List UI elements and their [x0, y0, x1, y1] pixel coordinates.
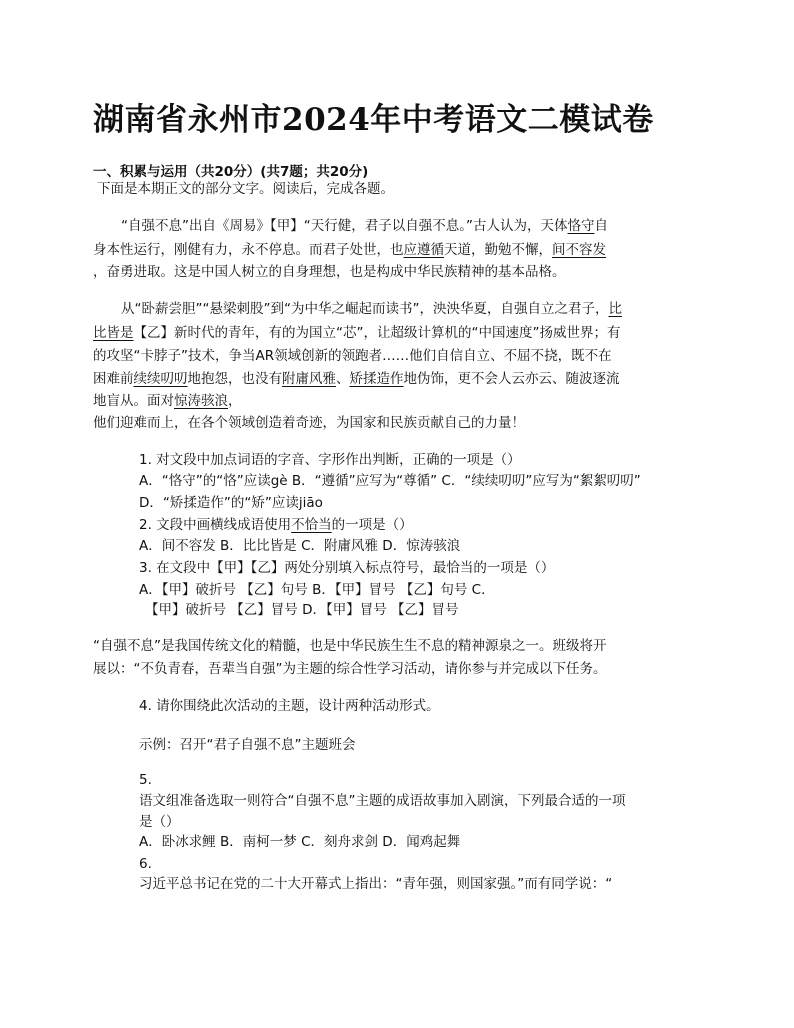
underlined-idiom: 附庸风雅	[282, 371, 336, 387]
text-span: 身本性运行，刚健有力，永不停息。而君子处世，也	[93, 242, 404, 258]
passage1-line-1	[121, 217, 608, 235]
question-6-line-1: 习近平总书记在党的二十大开幕式上指出：“青年强，则国家强。”而有同学说：“	[139, 876, 613, 892]
question-5-line-2: 是（）	[139, 814, 180, 830]
question-4-example: 示例：召开“君子自强不息”主题班会	[139, 737, 356, 753]
passage2-line-5	[93, 392, 242, 410]
question-1: 1. 对文段中加点词语的字音、字形作出判断，正确的一项是（）	[139, 452, 521, 468]
text-span: 的一项是（）	[331, 517, 413, 533]
passage2-line-2	[93, 324, 620, 342]
text-span: 【乙】新时代的青年，有的为国立“芯”，让超级计算机的“中国速度”扬威世界；有	[133, 325, 621, 341]
question-2	[139, 516, 413, 534]
text-span: 2. 文段中画横线成语使用	[139, 517, 292, 533]
underlined-word: 应遵循	[403, 242, 444, 258]
question-4: 4. 请你围绕此次活动的主题，设计两种活动形式。	[139, 698, 440, 714]
activity-intro-line-2: 展以：“不负青春，吾辈当自强”为主题的综合性学习活动，请你参与并完成以下任务。	[93, 661, 607, 677]
activity-intro-line-1: “自强不息”是我国传统文化的精髓，也是中华民族生生不息的精神源泉之一。班级将开	[93, 638, 607, 654]
underlined-word: 不恰当	[291, 517, 332, 533]
passage2-line-1	[121, 300, 622, 318]
page-title: 湖南省永州市2024年中考语文二模试卷	[93, 102, 654, 138]
question-6-number: 6.	[139, 856, 152, 872]
question-2-options: A．间不容发 B．比比皆是 C．附庸风雅 D．惊涛骇浪	[139, 538, 461, 554]
underlined-word: 恪守	[567, 218, 595, 234]
text-span: 自	[594, 218, 608, 234]
text-span: 地伪饰，更不会人云亦云、随波逐流	[403, 371, 620, 387]
passage2-line-4	[93, 370, 620, 388]
text-span: 地盲从。面对	[93, 393, 174, 409]
text-span: 、	[336, 371, 350, 387]
question-5-options: A．卧冰求鲤 B．南柯一梦 C．刻舟求剑 D．闻鸡起舞	[139, 834, 461, 850]
underlined-idiom: 惊涛骇浪	[174, 393, 228, 409]
underlined-word: 续续叨叨	[133, 371, 188, 387]
section-heading: 一、积累与运用（共20分）(共7题；共20分)	[93, 164, 369, 180]
text-span: “自强不息”出自《周易》【甲】“天行健，君子以自强不息。”古人认为，天体	[121, 218, 568, 234]
question-5-line-1: 语文组准备选取一则符合“自强不息”主题的成语故事加入剧演，下列最合适的一项	[139, 793, 626, 809]
text-span: 地抱怨，也没有	[187, 371, 282, 387]
text-span: ，	[228, 393, 242, 409]
question-5-number: 5.	[139, 772, 152, 788]
passage2-line-6: 他们迎难而上，在各个领域创造着奇迹，为国家和民族贡献自己的力量！	[93, 415, 525, 431]
underlined-idiom: 间不容发	[552, 242, 606, 258]
question-3-options-line-2: 【甲】破折号 【乙】冒号 D．【甲】冒号 【乙】冒号	[145, 602, 459, 618]
intro-text: 下面是本期正文的部分文字。阅读后，完成各题。	[97, 181, 394, 197]
passage2-line-3: 的攻坚“卡脖子”技术，争当AR领域创新的领跑者……他们自信自立、不屈不挠，既不在	[93, 348, 612, 364]
passage1-line-3: ，奋勇进取。这是中国人树立的自身理想，也是构成中华民族精神的基本品格。	[93, 264, 566, 280]
text-span: 困难前	[93, 371, 134, 387]
passage1-line-2	[93, 241, 606, 259]
text-span: 从“卧薪尝胆”“悬梁刺股”到“为中华之崛起而读书”，泱泱华夏，自强自立之君子，	[121, 301, 609, 317]
underlined-idiom: 矫揉造作	[349, 371, 404, 387]
question-3-options-line-1: A．【甲】破折号 【乙】句号 B．【甲】冒号 【乙】句号 C．	[139, 582, 495, 598]
question-3: 3. 在文段中【甲】【乙】两处分别填入标点符号，最恰当的一项是（）	[139, 560, 555, 576]
underlined-idiom: 比	[608, 301, 622, 317]
question-1-options-abc: A．“恪守”的“恪”应读gè B．“遵循”应写为“尊循” C．“续续叨叨”应写为“絮絮叨叨”	[139, 473, 641, 489]
underlined-idiom: 比皆是	[93, 325, 134, 341]
text-span: 天道，勤勉不懈，	[444, 242, 552, 258]
question-1-option-d: D．“矫揉造作”的“矫”应读jiāo	[139, 495, 323, 511]
